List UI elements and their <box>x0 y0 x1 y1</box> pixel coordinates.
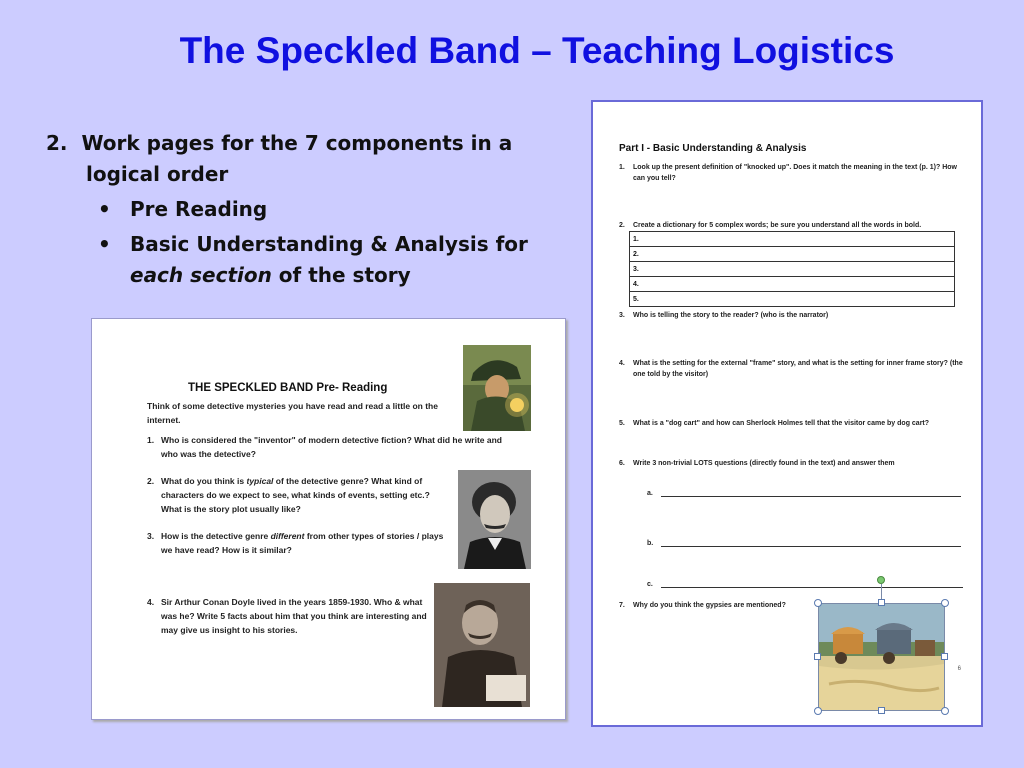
rotate-handle[interactable] <box>877 576 885 584</box>
dictionary-row[interactable]: 2. <box>630 247 955 262</box>
analysis-title: Part I - Basic Understanding & Analysis <box>619 143 807 154</box>
answer-line[interactable] <box>661 587 963 588</box>
resize-handle-bottom-left[interactable] <box>814 707 822 715</box>
prereading-intro: Think of some detective mysteries you have read and read a little on the internet. <box>147 401 438 425</box>
dictionary-row[interactable]: 3. <box>630 262 955 277</box>
resize-handle-bottom[interactable] <box>878 707 885 714</box>
prereading-worksheet: THE SPECKLED BAND Pre- Reading Think of some detective mysteries you have read and read a little on the internet. 1. Who is considered the "inventor" of modern detective fiction? What did he write and who was the detective? 2. What do you think is typical of the detective genre? What kind of characters do we expect to see, what kinds of events, setting etc.? What is the story plot usually like? 3. How is the detective genre different from other types of stories / plays we have read? How is it similar? 4. Sir Arthur Conan Doyle lived in the years 1859-1930. Who & what was he? Write 5 facts about him that you think are interesting and may give us insight to his stories. <box>91 318 566 720</box>
resize-handle-bottom-right[interactable] <box>941 707 949 715</box>
bullet-pre-reading: • Pre Reading <box>98 197 268 221</box>
bullet-basic-understanding: • Basic Understanding & Analysis for each section of the story <box>98 232 528 287</box>
resize-handle-top-left[interactable] <box>814 599 822 607</box>
conan-doyle-portrait <box>434 583 530 707</box>
answer-line-label: b. <box>647 540 654 547</box>
prereading-title: THE SPECKLED BAND Pre- Reading <box>188 382 388 394</box>
dictionary-row[interactable]: 5. <box>630 292 955 307</box>
answer-line-label: a. <box>647 490 653 497</box>
analysis-worksheet: Part I - Basic Understanding & Analysis 1. Look up the present definition of "knocked up". Does it match the meaning in the text (p. 1)? How can you tell? 2. Create a dictionary for 5 complex words; be sure you understand all the words in bold. 1. 2. 3. 4. 5. 3. Who is telling the story to the reader? (who is the narrator) 4. What is the setting for the external "frame" story, and what is the setting for inner frame story? (the one told by the visitor) 5. What is a "dog cart" and how can Sherlock Holmes tell that the visitor came by dog cart? 6. Write 3 non-trivial LOTS questions (directly found in the text) and answer them a. b. c. 7. Why do you think the gypsies are mentioned? 6 <box>591 100 983 727</box>
bullet-list <box>46 128 566 291</box>
resize-handle-top[interactable] <box>878 599 885 606</box>
resize-handle-right[interactable] <box>941 653 948 660</box>
answer-line[interactable] <box>661 546 961 547</box>
dictionary-table <box>629 231 955 307</box>
dictionary-row[interactable]: 4. <box>630 277 955 292</box>
poe-portrait <box>458 470 531 569</box>
resize-handle-left[interactable] <box>814 653 821 660</box>
selected-image[interactable] <box>818 603 945 711</box>
bullet-main: 2. Work pages for the 7 components in a logical order <box>46 131 513 186</box>
slide-title: The Speckled Band – Teaching Logistics <box>179 30 895 71</box>
answer-line-label: c. <box>647 581 653 588</box>
detective-illustration <box>463 345 531 431</box>
dictionary-row[interactable]: 1. <box>630 232 955 247</box>
page-number: 6 <box>957 666 961 672</box>
gypsy-caravan-painting <box>819 604 944 710</box>
answer-line[interactable] <box>661 496 961 497</box>
resize-handle-top-right[interactable] <box>941 599 949 607</box>
